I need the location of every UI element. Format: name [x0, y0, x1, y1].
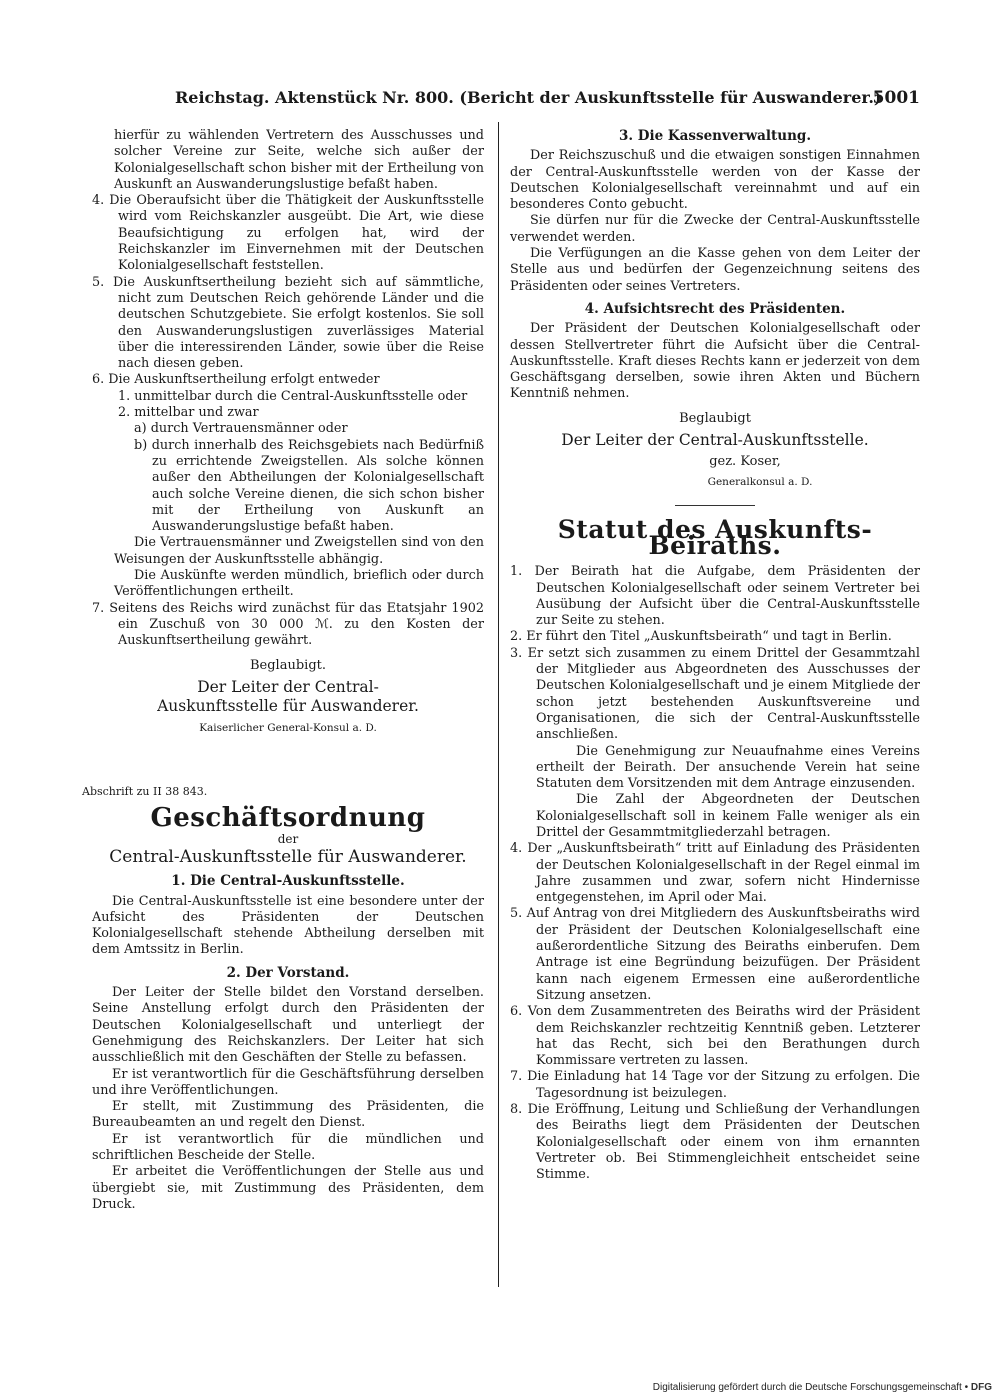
paragraph: Der Reichszuschuß und die etwaigen sonstigen Einnahmen der Central-Auskunftsstelle werden von der Kasse der Deutschen Kolonialgesellschaft vereinnahmt und auf ein besonderes Conto gebucht.	[510, 148, 920, 213]
paragraph: Er arbeitet die Veröffentlichungen der Stelle aus und übergiebt sie, mit Zustimmung des Präsidenten, dem Druck.	[92, 1164, 484, 1212]
divider	[675, 505, 755, 506]
list-item: 5. Die Auskunftsertheilung bezieht sich auf sämmtliche, nicht zum Deutschen Reich gehörende Länder und die deutschen Schutzgebiete. Sie erfolgt kostenlos. Sie soll den Auswanderungslustigen zuverlässiges Material über die interessirenden Länder, sowie über die Reise nach diesen geben.	[92, 274, 484, 372]
signature-block	[510, 411, 920, 491]
paragraph: Er ist verantwortlich für die mündlichen und schriftlichen Bescheide der Stelle.	[92, 1131, 484, 1164]
document-title: Geschäftsordnung	[150, 803, 426, 834]
list-item: 4. Der „Auskunftsbeirath“ tritt auf Einladung des Präsidenten der Deutschen Kolonialgesellschaft in der Regel einmal im Jahre zusammen und zwar, sofern nicht Hindernisse entgegenstehen, im April oder Mai.	[510, 841, 920, 906]
statute-title: Statut des Auskunfts-Beiraths.	[557, 514, 873, 560]
list-item: 5. Auf Antrag von drei Mitgliedern des Auskunftsbeiraths wird der Präsident der Deutschen Kolonialgesellschaft eine außerordentliche Sitzung des Beiraths einberufen. Dem Antrage ist eine Begründung beizufügen. Der Präsident kann nach eigenem Ermessen eine außerordentliche Sitzung ansetzen.	[510, 906, 920, 1003]
signature-office: Der Leiter der Central-Auskunftsstelle.	[561, 431, 869, 450]
section-heading: 2. Der Vorstand.	[226, 964, 350, 981]
list-item: 7. Die Einladung hat 14 Tage vor der Sitzung zu erfolgen. Die Tagesordnung ist beizulegen.	[510, 1069, 920, 1101]
signature-title: Generalkonsul a. D.	[707, 476, 813, 489]
title-connector: der	[277, 831, 299, 846]
signature-name: gez. Koser,	[709, 454, 781, 470]
paragraph: Der Präsident der Deutschen Kolonialgesellschaft oder dessen Stellvertreter führt die Aufsicht über die Central-Auskunftsstelle. Kraft dieses Rechts kann er jederzeit von dem Geschäftsgang derselben, sowie ihren Akten und Büchern Kenntniß nehmen.	[510, 321, 920, 402]
paragraph: Die Auskünfte werden mündlich, brieflich oder durch Veröffentlichungen ertheilt.	[114, 568, 484, 600]
paragraph: Sie dürfen nur für die Zwecke der Central-Auskunftsstelle verwendet werden.	[510, 213, 920, 245]
column-divider	[498, 122, 499, 1287]
list-item: 7. Seitens des Reichs wird zunächst für das Etatsjahr 1902 ein Zuschuß von 30 000 ℳ. zu den Kosten der Auskunftsertheilung gewährt.	[92, 600, 484, 649]
list-item: 6. Von dem Zusammentreten des Beiraths wird der Präsident dem Reichskanzler rechtzeitig Kenntniß geben. Letzterer hat das Recht, sich bei den Berathungen durch Kommissare vertreten zu lassen.	[510, 1004, 920, 1069]
paragraph: Die Central-Auskunftsstelle ist eine besondere unter der Aufsicht des Präsidenten der Deutschen Kolonialgesellschaft stehende Abtheilung derselben mit dem Amtssitz in Berlin.	[92, 893, 484, 958]
signature-certified: Beglaubigt.	[249, 657, 326, 673]
document-subtitle: Central-Auskunftsstelle für Auswanderer.	[109, 846, 467, 867]
list-item: 8. Die Eröffnung, Leitung und Schließung der Verhandlungen des Beiraths liegt dem Präsidenten der Deutschen Kolonialgesellschaft oder einem von ihm ernannten Vertreter ob. Bei Stimmengleichheit entscheidet seine Stimme.	[510, 1102, 920, 1183]
section-heading: 4. Aufsichtsrecht des Präsidenten.	[584, 300, 846, 317]
sub-sub-list-item: a) durch Vertrauensmänner oder	[134, 421, 348, 437]
dfg-logo: DFG	[970, 1382, 992, 1393]
section-heading: 3. Die Kassenverwaltung.	[618, 128, 812, 144]
sub-sub-list-item: b) durch innerhalb des Reichsgebiets nach Bedürfniß zu errichtende Zweigstellen. Als solche können außer den Abtheilungen der Kolonialgesellschaft auch solche Vereine dienen, die sich schon bisher mit der Ertheilung von Auskunft an Auswanderungslustige befaßt haben.	[134, 437, 484, 535]
signature-certified: Beglaubigt	[679, 410, 751, 426]
page-header	[175, 86, 920, 112]
paragraph: Er ist verantwortlich für die Geschäftsführung derselben und ihre Veröffentlichungen.	[92, 1066, 484, 1098]
section-heading: 1. Die Central-Auskunftsstelle.	[171, 873, 405, 890]
sub-list-item: 1. unmittelbar durch die Central-Auskunftsstelle oder	[118, 388, 468, 404]
paragraph: Die Verfügungen an die Kasse gehen von dem Leiter der Stelle aus und bedürfen der Gegenzeichnung seitens des Präsidenten oder seines Vertreters.	[510, 246, 920, 294]
paragraph: Er stellt, mit Zustimmung des Präsidenten, die Bureaubeamten an und regelt den Dienst.	[92, 1099, 484, 1131]
list-item: 3. Er setzt sich zusammen zu einem Drittel der Gesammtzahl der Mitglieder aus Abgeordneten des Ausschusses der Deutschen Kolonialgesellschaft und je einem Mitgliede der schon jetzt bestehenden Auskunftsvereine und Organisationen, die sich der Central-Auskunftsstelle anschließen.	[510, 645, 920, 743]
header-title: Reichstag. Aktenstück Nr. 800. (Bericht der Auskunftsstelle für Auswanderer.)	[175, 88, 882, 107]
intro-paragraph: hierfür zu wählenden Vertretern des Ausschusses und solcher Vereine zur Seite, welche sich außer der Kolonialgesellschaft schon bisher mit der Ertheilung von Auskunft an Auswanderungslustige befaßt haben.	[114, 128, 484, 192]
list-item: 2. Er führt den Titel „Auskunftsbeirath“ und tagt in Berlin.	[510, 629, 892, 645]
right-column	[510, 128, 920, 1184]
page-number: 5001	[872, 88, 920, 108]
paragraph: Die Genehmigung zur Neuaufnahme eines Vereins ertheilt der Beirath. Der ansuchende Verein hat seine Statuten dem Vorsitzenden mit dem Antrage einzusenden.	[536, 743, 920, 792]
signature-title: Kaiserlicher General-Konsul a. D.	[199, 721, 377, 734]
signature-block	[92, 658, 484, 737]
sub-list-item: 2. mittelbar und zwar	[118, 405, 259, 421]
list-item: 4. Die Oberaufsicht über die Thätigkeit der Auskunftsstelle wird vom Reichskanzler ausgeübt. Die Art, wie diese Beaufsichtigung zu erfolgen hat, wird der Reichskanzler im Einvernehmen mit der Deutschen Kolonialgesellschaft feststellen.	[92, 193, 484, 274]
copy-reference: Abschrift zu II 38 843.	[82, 785, 208, 799]
list-item: 6. Die Auskunftsertheilung erfolgt entweder	[92, 372, 380, 388]
signature-office: Der Leiter der Central-Auskunftsstelle für Auswanderer.	[157, 677, 419, 715]
footer-credit: Digitalisierung gefördert durch die Deutsche Forschungsgemeinschaft • DFG	[652, 1382, 992, 1393]
paragraph: Der Leiter der Stelle bildet den Vorstand derselben. Seine Anstellung erfolgt durch den Präsidenten der Deutschen Kolonialgesellschaft und unterliegt der Genehmigung des Reichskanzlers. Der Leiter hat sich ausschließlich mit den Geschäften der Stelle zu befassen.	[92, 985, 484, 1066]
statute-list	[510, 564, 920, 1183]
paragraph: Die Zahl der Abgeordneten der Deutschen Kolonialgesellschaft soll in keinem Falle weniger als ein Drittel der Gesammtmitgliederzahl betragen.	[536, 792, 920, 840]
paragraph: Die Vertrauensmänner und Zweigstellen sind von den Weisungen der Auskunftsstelle abhängig.	[114, 535, 484, 567]
left-column	[82, 128, 484, 1213]
list-item: 1. Der Beirath hat die Aufgabe, dem Präsidenten der Deutschen Kolonialgesellschaft oder seinem Vertreter bei Ausübung der Aufsicht über die Central-Auskunftsstelle zur Seite zu stehen.	[510, 564, 920, 629]
footer-text: Digitalisierung gefördert durch die Deutsche Forschungsgemeinschaft	[652, 1382, 962, 1393]
